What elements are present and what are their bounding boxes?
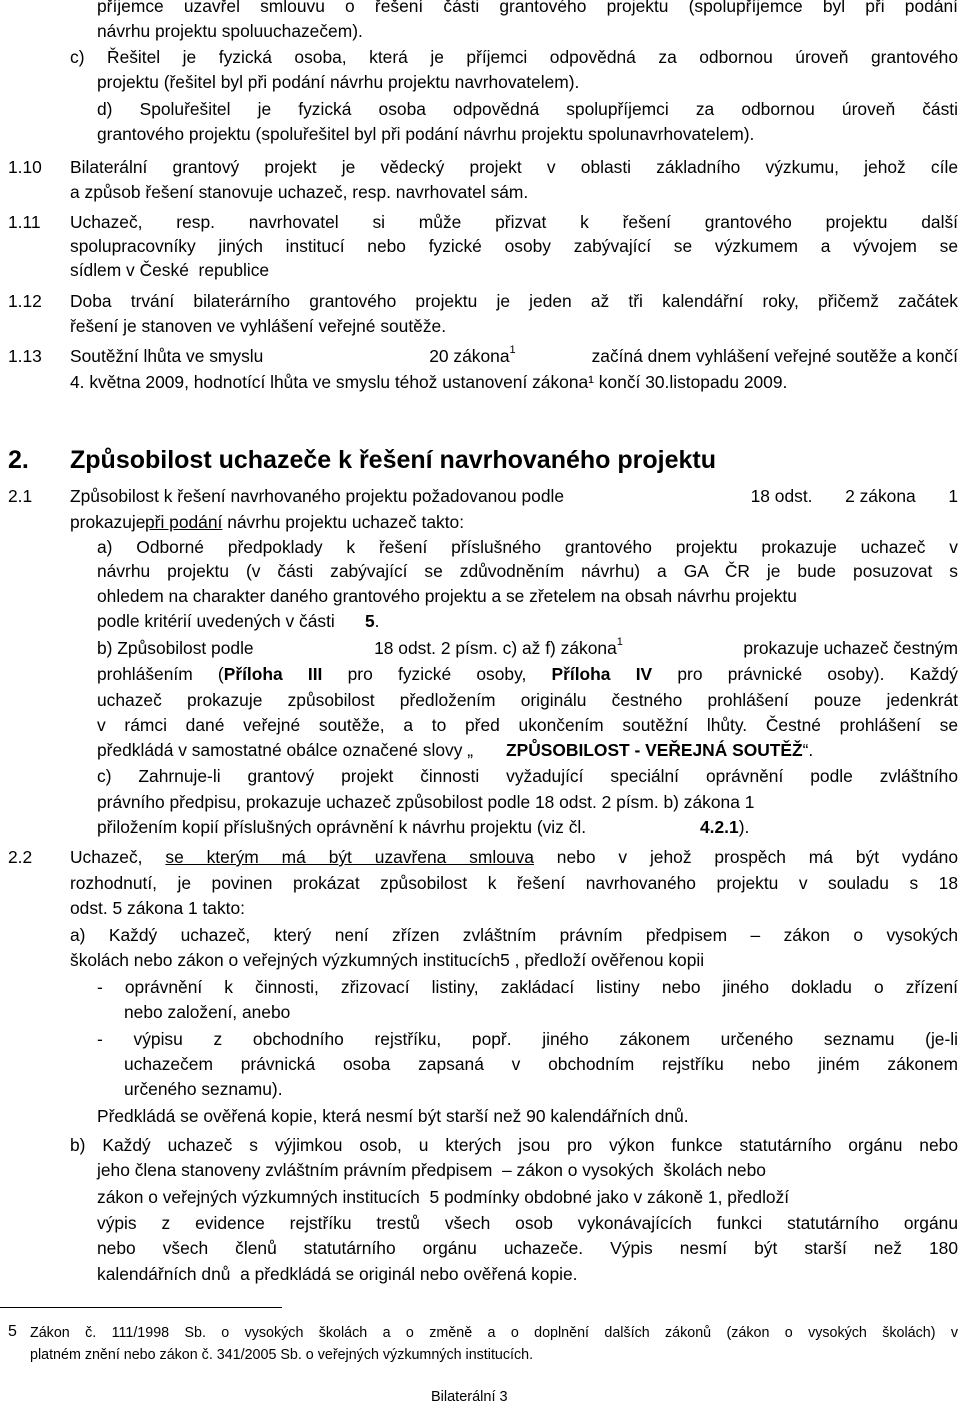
item-a-line2: návrhu projektu (v části zabývající se zdůvodněním návrhu) a GA ČR je bude posuzovat s [97,561,958,581]
text-line: výpis z evidence rejstříku trestů všech osob vykonávajících funkci statutárního orgánu [97,1213,958,1233]
section-sign-icon [710,484,718,509]
paragraph-number: 1.13 [8,346,42,366]
text-line: b) Každý uchazeč s výjimkou osob, u kterých jsou pro výkon funkce statutárního orgánu nebo [70,1135,958,1155]
footnote-mark: 5 [8,1323,17,1340]
text-line: kalendářních dnů a předkládá se originál nebo ověřená kopie. [97,1264,578,1284]
text-line: a) Každý uchazeč, který není zřízen zvláštním právním předpisem – zákon o vysokých [70,925,958,945]
paragraph-2-1-line2: při podání návrhu projektu uchazeč takto: [145,512,465,532]
paragraph-number: 2.1 [8,486,33,506]
text-line: odst. 5 zákona 1 takto: [70,898,245,918]
item-a-line1: a) Odborné předpoklady k řešení příslušného grantového projektu prokazuje uchazeč v [97,537,958,557]
text-line: grantového projektu (spoluřešitel byl při podání návrhu projektu spolunavrhovatelem). [97,124,755,144]
envelope-label: ZPŮSOBILOST - VEŘEJNÁ SOUTĚŽ“. [506,740,814,760]
section-title: Způsobilost uchazeče k řešení navrhovaného projektu [70,446,716,474]
article-reference: 4.2.1). [700,817,750,837]
text-line: 4. května 2009, hodnotící lhůta ve smyslu téhož ustanovení zákona¹ končí 30.listopadu 2009. [70,372,788,392]
text-line: ohledem na charakter daného grantového projektu a se zřetelem na obsah návrhu projektu [97,586,797,606]
text-line: předkládá v samostatné obálce označené slovy „ [97,740,474,760]
item-b-line1: b) Způsobilost podle 18 odst. 2 písm. c) až f) zákona$^1$ prokazuje uchazeč čestným [97,636,958,658]
text-line: sídlem v České republice [70,260,270,280]
text-line: v rámci dané veřejné soutěže, a to před ukončením soutěžní lhůty. Čestné prohlášení se [97,715,958,735]
text-line: návrhu projektu spoluuchazečem). [97,21,363,41]
text-line: - výpisu z obchodního rejstříku, popř. jiného zákonem určeného seznamu (je-li [97,1029,958,1049]
text-line: Způsobilost k řešení navrhovaného projektu požadovanou podle [70,486,565,506]
text-line: školách nebo zákon o veřejných výzkumných institucích5 , předloží ověřenou kopii [70,950,705,970]
text-line: c) Řešitel je fyzická osoba, která je příjemci odpovědná za odbornou úroveň grantového [70,47,958,67]
footnote-separator [0,1307,282,1308]
paragraph-number: 1.10 [8,157,42,177]
item-b-line2: prohlášením (Příloha III pro fyzické osoby, Příloha IV pro právnické osoby). Každý [97,664,958,684]
text-line: uchazečem právnická osoba zapsaná v obchodním rejstříku nebo jiném zákonem [124,1054,958,1074]
text-line: spolupracovníky jiných institucí nebo fyzické osoby zabývající se výzkumem a vývojem se [70,236,958,256]
text-line: - oprávnění k činnosti, zřizovací listiny, zakládací listiny nebo jiného dokladu o zřízení [97,977,958,997]
text-line: nebo založení, anebo [124,1002,291,1022]
page-footer: Bilaterální 3 [431,1389,508,1405]
text-line: c) Zahrnuje-li grantový projekt činnosti vyžadující speciální oprávnění podle zvláštního [97,766,958,786]
text-line: zákon o veřejných výzkumných institucích 5 podmínky obdobné jako v zákoně 1, předloží [97,1187,790,1207]
paragraph-2-1-tail: 18 odst. 2 zákona 1 [710,484,958,509]
text-line: určeného seznamu). [124,1079,283,1099]
text-line: a způsob řešení stanovuje uchazeč, resp. navrhovatel sám. [70,182,529,202]
part-reference: 5. [365,611,380,631]
text-line: projektu (řešitel byl při podání návrhu projektu navrhovatelem). [97,72,580,92]
paragraph-2-2-line1: Uchazeč, se kterým má být uzavřena smlouva nebo v jehož prospěch má být vydáno [70,847,958,867]
text-line: Předkládá se ověřená kopie, která nesmí být starší než 90 kalendářních dnů. [97,1106,689,1126]
text-line: právního předpisu, prokazuje uchazeč způsobilost podle 18 odst. 2 písm. b) zákona 1 [97,792,755,812]
text-line: prokazuje [70,512,151,532]
text-line: jeho člena stanoveny zvláštním právním předpisem – zákon o vysokých školách nebo [97,1160,766,1180]
paragraph-number: 2.2 [8,847,33,867]
text-line: nebo všech členů statutárního orgánu uchazeče. Výpis nesmí být starší než 180 [97,1238,958,1258]
paragraph-1-13-line: Soutěžní lhůta ve smyslu 20 zákona$^1$ začíná dnem vyhlášení veřejné soutěže a končí [70,344,958,369]
text-line: rozhodnutí, je povinen prokázat způsobilost k řešení navrhovaného projektu v souladu s 18 [70,873,958,893]
text-line: přiložením kopií příslušných oprávnění k návrhu projektu (viz čl. [97,817,591,837]
section-number: 2. [8,446,29,474]
text-line: příjemce uzavřel smlouvu o řešení části grantového projektu (spolupříjemce byl při podání [97,0,958,16]
text-line: podle kritérií uvedených v části [97,611,340,631]
text-line: Uchazeč, resp. navrhovatel si může přizvat k řešení grantového projektu další [70,212,958,232]
section-sign-icon [339,344,353,369]
text-line: Doba trvání bilaterárního grantového projektu je jeden až tři kalendářní roky, přičemž začátek [70,291,958,311]
paragraph-number: 1.11 [8,212,41,232]
text-line: d) Spoluřešitel je fyzická osoba odpovědná spolupříjemci za odbornou úroveň části [97,99,958,119]
text-line: řešení je stanoven ve vyhlášení veřejné soutěže. [70,316,447,336]
paragraph-number: 1.12 [8,291,42,311]
text-line: uchazeč prokazuje způsobilost předložením originálu čestného prohlášení pouze jedenkrát [97,690,958,710]
text-line: Bilaterální grantový projekt je vědecký projekt v oblasti základního výzkumu, jehož cíle [70,157,958,177]
footnote-line2: platném znění nebo zákon č. 341/2005 Sb. o veřejných výzkumných institucích. [30,1347,534,1363]
footnote-line1: Zákon č. 111/1998 Sb. o vysokých školách a o změně a o doplnění dalších zákonů (zákon o vysokých školách) v [30,1325,958,1341]
